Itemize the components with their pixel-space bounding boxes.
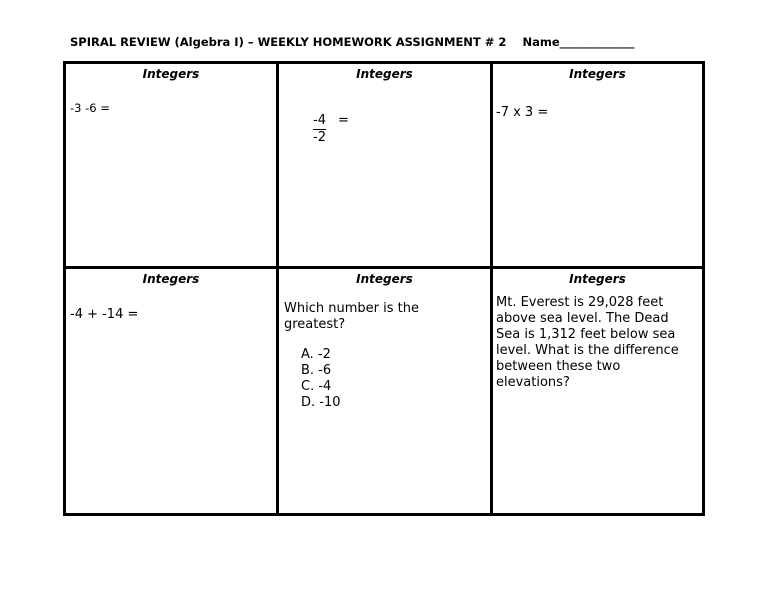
cell-title: Integers [569,67,626,81]
answer-option: D. -10 [301,395,341,410]
fraction-numerator: -4 [313,113,326,128]
worksheet-title: SPIRAL REVIEW (Algebra I) – WEEKLY HOMEWORK ASSIGNMENT # 2 [70,35,507,49]
cell-title: Integers [142,67,200,81]
problem-cell-1 [66,64,276,266]
problem-cell-3 [493,64,702,266]
answer-options [301,347,341,411]
fraction-denominator: -2 [313,130,326,145]
cell-title: Integers [356,272,413,286]
problem-grid [63,61,705,516]
problem-cell-2 [279,64,490,266]
answer-option: C. -4 [301,379,332,394]
cell-title: Integers [569,272,626,286]
question-text: Which number is the greatest? [284,301,419,332]
problem-cell-5 [279,269,490,513]
problem-text: -7 x 3 = [496,105,549,120]
worksheet-header [70,35,634,49]
word-problem-text: Mt. Everest is 29,028 feet above sea level. The Dead Sea is 1,312 feet below sea level. What is the difference between these two elevations? [496,295,679,390]
answer-option: A. -2 [301,347,331,362]
fraction-equals: = [338,113,349,128]
answer-option: B. -6 [301,363,332,378]
cell-title: Integers [356,67,413,81]
problem-cell-4 [66,269,276,513]
problem-text: -4 + -14 = [70,307,139,322]
name-field-label: Name_____________ [522,35,635,49]
problem-text: -3 -6 = [70,101,110,115]
cell-title: Integers [142,272,200,286]
problem-cell-6 [493,269,702,513]
